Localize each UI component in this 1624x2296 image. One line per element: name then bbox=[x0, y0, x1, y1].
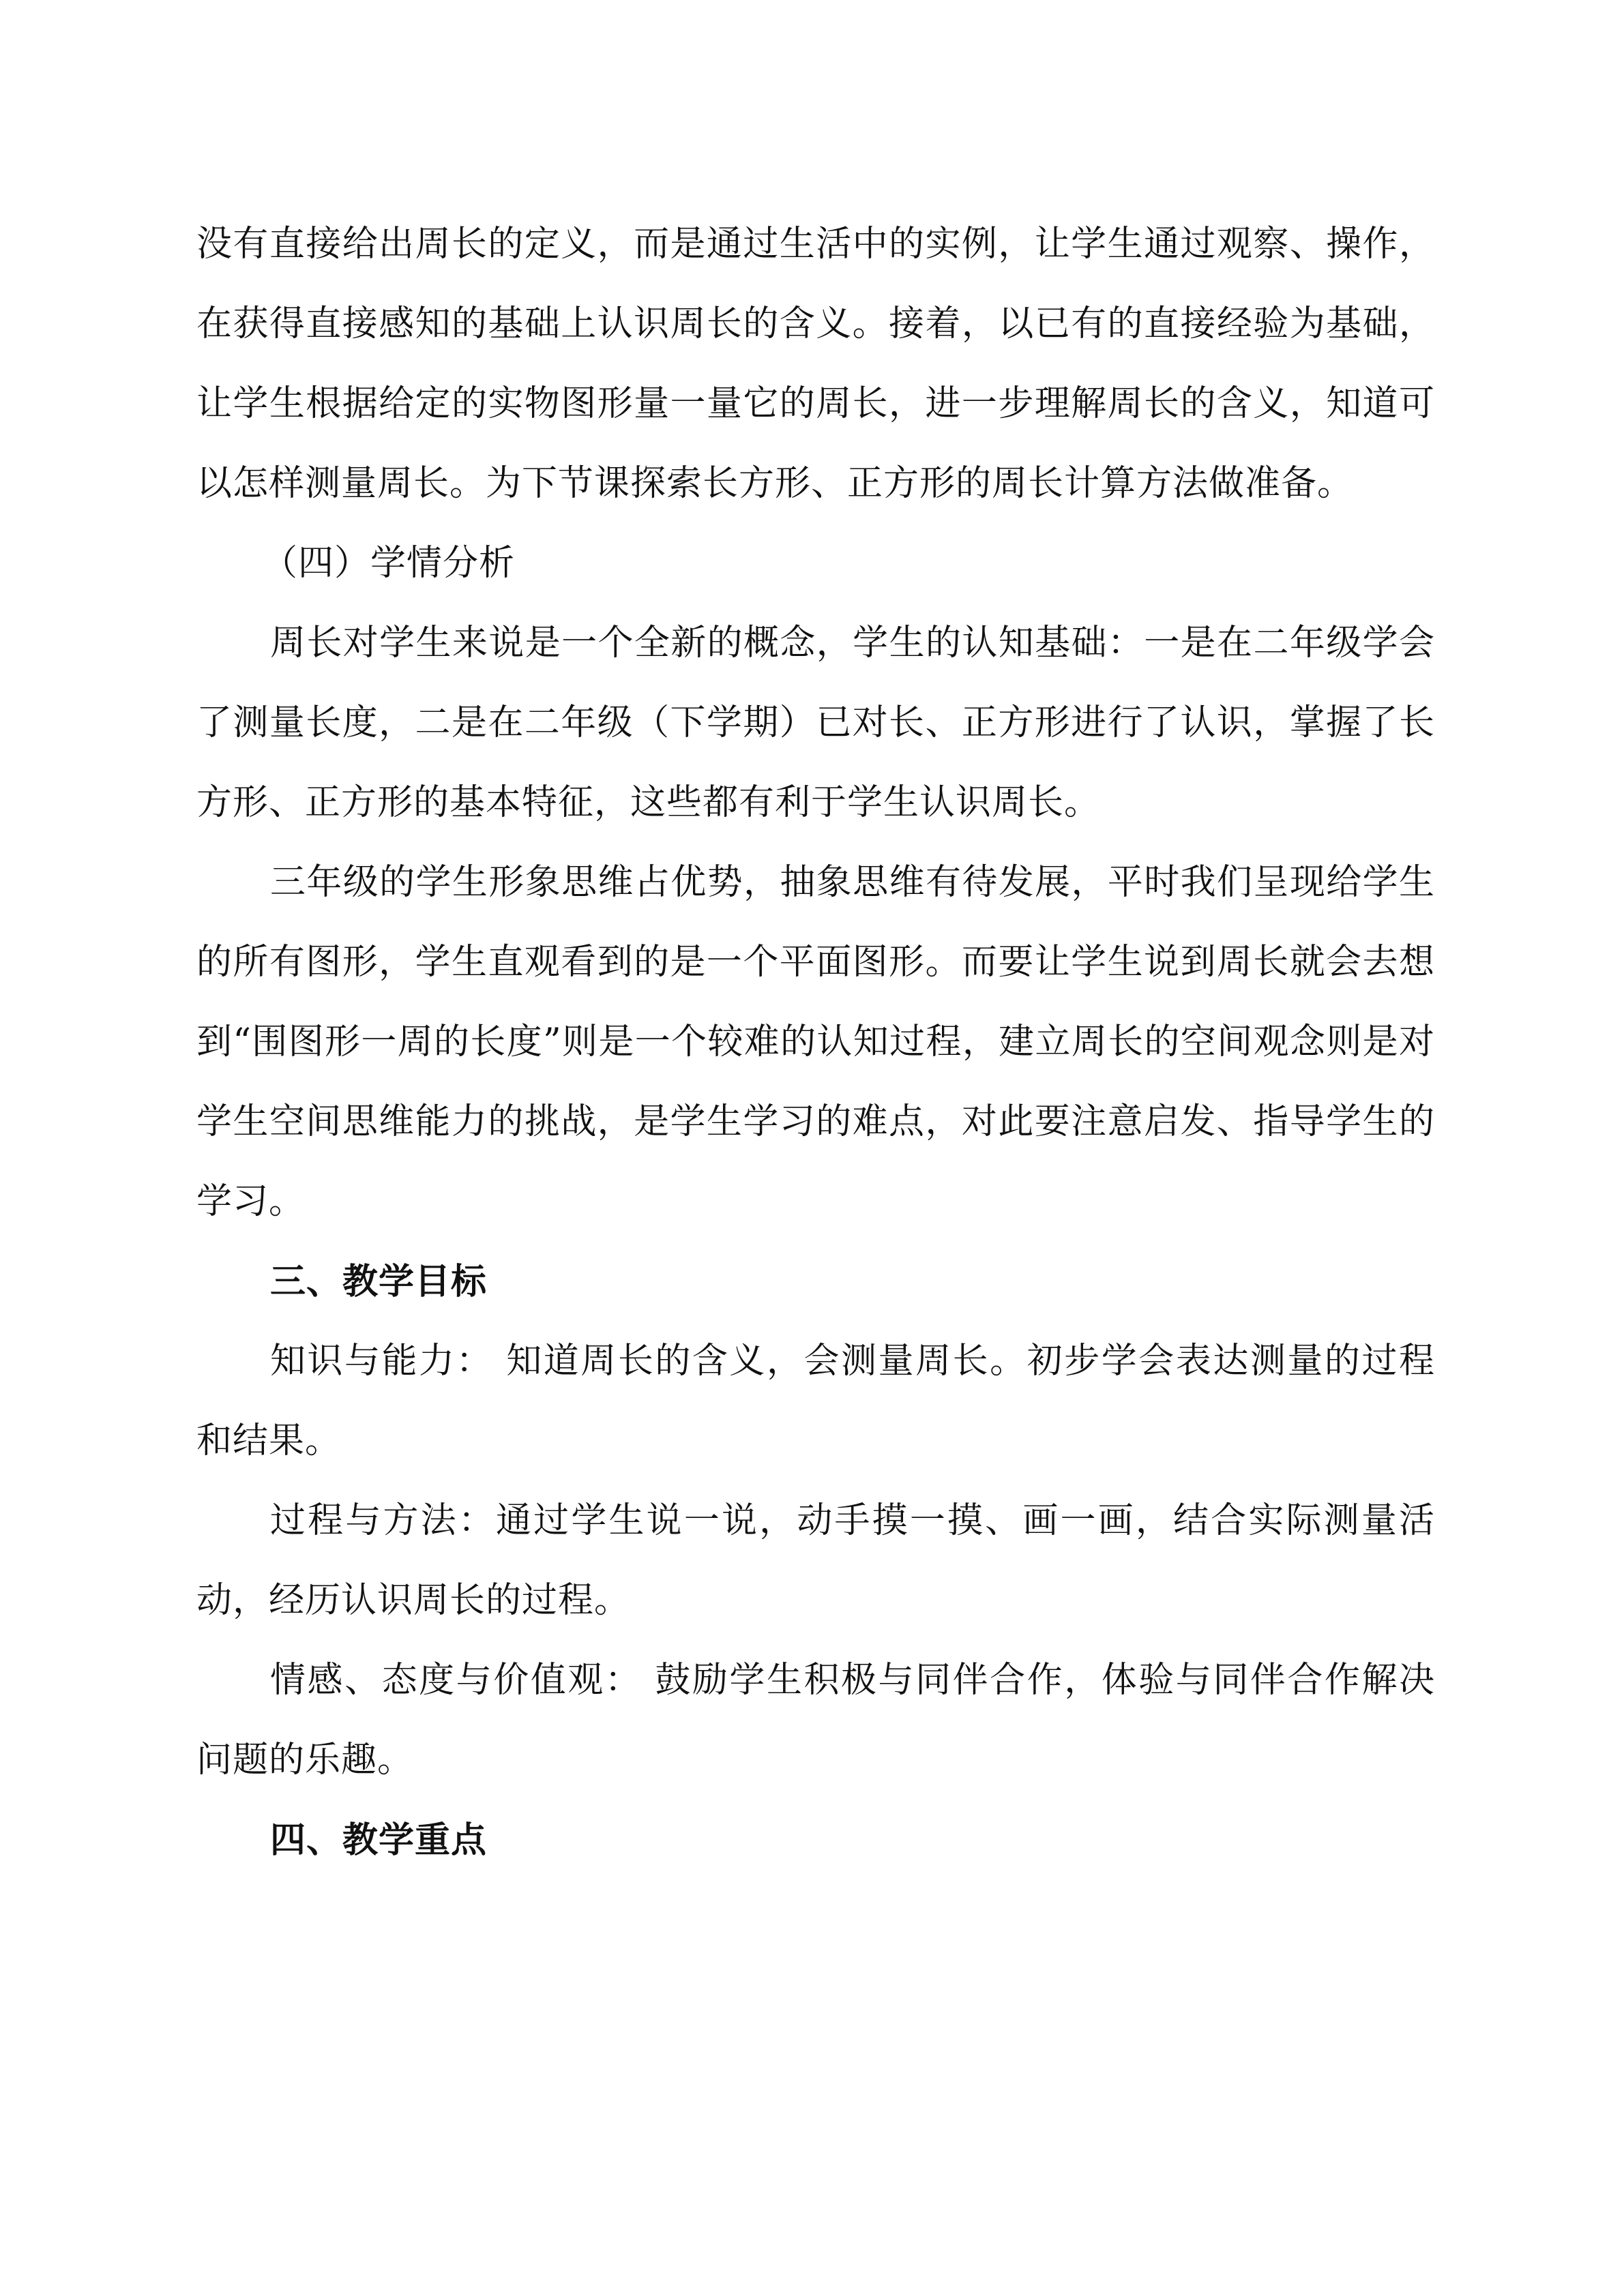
section-heading-teaching-objectives: 三、教学目标 bbox=[270, 1261, 488, 1302]
section-heading-student-analysis: （四）学情分析 bbox=[262, 543, 516, 584]
paragraph-process-method: 过程与方法：通过学生说一说，动手摸一摸、画一画，结合实际测量活动，经历认识周长的过程。 bbox=[196, 1500, 1435, 1621]
paragraph-third-grade-thinking: 三年级的学生形象思维占优势，抽象思维有待发展，平时我们呈现给学生的所有图形，学生直观看到的是一个平面图形。而要让学生说到周长就会去想到“围图形一周的长度”则是一个较难的认知过程，建立周长的空间观念则是对学生空间思维能力的挑战，是学生学习的难点，对此要注意启发、指导学生的学习。 bbox=[196, 862, 1435, 1222]
paragraph-knowledge-ability: 知识与能力： 知道周长的含义，会测量周长。初步学会表达测量的过程和结果。 bbox=[196, 1341, 1435, 1461]
paragraph-emotion-attitude: 情感、态度与价值观： 鼓励学生积极与同伴合作，体验与同伴合作解决问题的乐趣。 bbox=[196, 1660, 1435, 1780]
paragraph-intro-continuation: 没有直接给出周长的定义，而是通过生活中的实例，让学生通过观察、操作，在获得直接感知的基础上认识周长的含义。接着，以已有的直接经验为基础，让学生根据给定的实物图形量一量它的周长，进一步理解周长的含义，知道可以怎样测量周长。为下节课探索长方形、正方形的周长计算方法做准备。 bbox=[196, 224, 1435, 504]
paragraph-cognitive-basis: 周长对学生来说是一个全新的概念，学生的认知基础：一是在二年级学会了测量长度，二是在二年级（下学期）已对长、正方形进行了认识，掌握了长方形、正方形的基本特征，这些都有利于学生认识周长。 bbox=[196, 623, 1435, 823]
document-body bbox=[196, 205, 1435, 1880]
section-heading-teaching-focus: 四、教学重点 bbox=[270, 1819, 488, 1861]
